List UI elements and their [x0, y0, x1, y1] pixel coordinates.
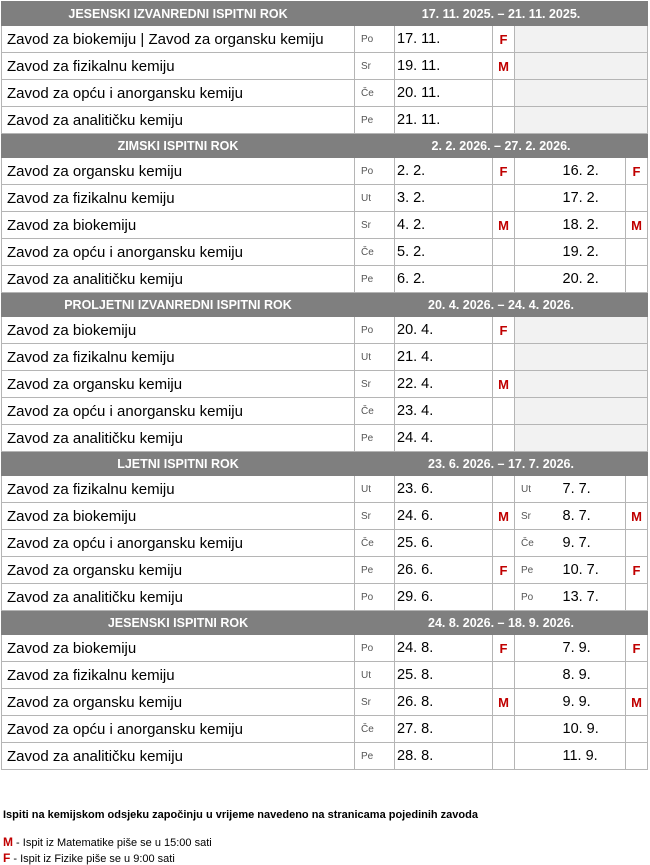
- period-date-range: 2. 2. 2026. – 27. 2. 2026.: [355, 134, 648, 158]
- weekday: Če: [355, 239, 395, 266]
- table-row: [2, 239, 648, 266]
- exam-flag-second-term: F: [626, 635, 648, 662]
- weekday-second-term: [515, 662, 545, 689]
- table-row: [2, 584, 648, 611]
- weekday: Sr: [355, 371, 395, 398]
- exam-flag-second-term: [626, 266, 648, 293]
- department-name: Zavod za fizikalnu kemiju: [2, 662, 355, 689]
- department-name: Zavod za opću i anorgansku kemiju: [2, 530, 355, 557]
- exam-flag: M: [493, 371, 515, 398]
- exam-flag-second-term: F: [626, 158, 648, 185]
- empty-cell: [515, 344, 648, 371]
- exam-flag: [493, 266, 515, 293]
- exam-date: 27. 8.: [395, 716, 493, 743]
- weekday: Po: [355, 158, 395, 185]
- weekday-second-term: [515, 212, 545, 239]
- exam-flag-second-term: M: [626, 503, 648, 530]
- department-name: Zavod za opću i anorgansku kemiju: [2, 80, 355, 107]
- exam-date: 21. 11.: [395, 107, 493, 134]
- table-row: [2, 689, 648, 716]
- exam-flag: F: [493, 26, 515, 53]
- empty-cell: [515, 26, 648, 53]
- empty-cell: [515, 371, 648, 398]
- period-title: JESENSKI ISPITNI ROK: [2, 611, 355, 635]
- exam-date: 24. 8.: [395, 635, 493, 662]
- period-title: PROLJETNI IZVANREDNI ISPITNI ROK: [2, 293, 355, 317]
- table-row: [2, 743, 648, 770]
- exam-date-second-term: 7. 7.: [545, 476, 626, 503]
- period-date-range: 23. 6. 2026. – 17. 7. 2026.: [355, 452, 648, 476]
- weekday-second-term: Ut: [515, 476, 545, 503]
- weekday: Pe: [355, 743, 395, 770]
- exam-date: 17. 11.: [395, 26, 493, 53]
- exam-flag-second-term: F: [626, 557, 648, 584]
- exam-date: 24. 4.: [395, 425, 493, 452]
- exam-date: 25. 6.: [395, 530, 493, 557]
- weekday-second-term: [515, 635, 545, 662]
- department-name: Zavod za analitičku kemiju: [2, 584, 355, 611]
- period-date-range: 20. 4. 2026. – 24. 4. 2026.: [355, 293, 648, 317]
- table-row: [2, 158, 648, 185]
- weekday: Pe: [355, 266, 395, 293]
- exam-flag: [493, 344, 515, 371]
- department-name: Zavod za fizikalnu kemiju: [2, 344, 355, 371]
- department-name: Zavod za biokemiju: [2, 503, 355, 530]
- exam-date: 22. 4.: [395, 371, 493, 398]
- exam-flag: [493, 476, 515, 503]
- period-header: [2, 2, 648, 26]
- empty-cell: [515, 107, 648, 134]
- department-name: Zavod za opću i anorgansku kemiju: [2, 398, 355, 425]
- schedule-grid: [1, 1, 648, 770]
- empty-cell: [515, 425, 648, 452]
- weekday: Pe: [355, 107, 395, 134]
- department-name: Zavod za organsku kemiju: [2, 689, 355, 716]
- weekday: Ut: [355, 185, 395, 212]
- table-row: [2, 344, 648, 371]
- exam-date: 23. 4.: [395, 398, 493, 425]
- exam-flag-second-term: [626, 476, 648, 503]
- exam-flag-second-term: [626, 716, 648, 743]
- empty-cell: [515, 80, 648, 107]
- exam-flag: [493, 584, 515, 611]
- weekday: Po: [355, 584, 395, 611]
- empty-cell: [515, 317, 648, 344]
- period-title: JESENSKI IZVANREDNI ISPITNI ROK: [2, 2, 355, 26]
- weekday-second-term: Če: [515, 530, 545, 557]
- weekday: Sr: [355, 53, 395, 80]
- empty-cell: [515, 398, 648, 425]
- exam-flag-second-term: M: [626, 689, 648, 716]
- table-row: [2, 635, 648, 662]
- exam-flag: [493, 398, 515, 425]
- department-name: Zavod za fizikalnu kemiju: [2, 476, 355, 503]
- exam-date: 20. 11.: [395, 80, 493, 107]
- weekday-second-term: [515, 743, 545, 770]
- period-header: [2, 611, 648, 635]
- department-name: Zavod za analitičku kemiju: [2, 743, 355, 770]
- table-row: [2, 317, 648, 344]
- exam-flag-second-term: [626, 239, 648, 266]
- footnote: Ispiti na kemijskom odsjeku započinju u vrijeme navedeno na stranicama pojedinih zavoda: [3, 809, 478, 821]
- exam-flag: [493, 716, 515, 743]
- weekday: Pe: [355, 557, 395, 584]
- table-row: [2, 266, 648, 293]
- table-row: [2, 425, 648, 452]
- weekday: Po: [355, 317, 395, 344]
- period-header: [2, 452, 648, 476]
- exam-date-second-term: 8. 7.: [545, 503, 626, 530]
- department-name: Zavod za biokemiju: [2, 317, 355, 344]
- weekday-second-term: [515, 239, 545, 266]
- department-name: Zavod za opću i anorgansku kemiju: [2, 716, 355, 743]
- weekday-second-term: [515, 266, 545, 293]
- exam-date: 20. 4.: [395, 317, 493, 344]
- exam-flag: [493, 425, 515, 452]
- department-name: Zavod za organsku kemiju: [2, 371, 355, 398]
- table-row: [2, 371, 648, 398]
- department-name: Zavod za opću i anorgansku kemiju: [2, 239, 355, 266]
- weekday: Sr: [355, 212, 395, 239]
- table-row: [2, 185, 648, 212]
- period-header: [2, 134, 648, 158]
- legend-text: - Ispit iz Fizike piše se u 9:00 sati: [10, 853, 175, 865]
- table-row: [2, 716, 648, 743]
- weekday: Ut: [355, 662, 395, 689]
- empty-cell: [515, 53, 648, 80]
- department-name: Zavod za analitičku kemiju: [2, 425, 355, 452]
- exam-flag: [493, 530, 515, 557]
- period-header: [2, 293, 648, 317]
- exam-date-second-term: 18. 2.: [545, 212, 626, 239]
- exam-date-second-term: 17. 2.: [545, 185, 626, 212]
- table-row: [2, 476, 648, 503]
- exam-flag-second-term: [626, 743, 648, 770]
- exam-flag: M: [493, 212, 515, 239]
- exam-date: 19. 11.: [395, 53, 493, 80]
- exam-date: 21. 4.: [395, 344, 493, 371]
- exam-date-second-term: 16. 2.: [545, 158, 626, 185]
- legend-item-physics: [3, 851, 175, 865]
- weekday: Pe: [355, 425, 395, 452]
- weekday-second-term: Po: [515, 584, 545, 611]
- table-row: [2, 26, 648, 53]
- exam-date-second-term: 20. 2.: [545, 266, 626, 293]
- exam-schedule-table: [1, 1, 648, 770]
- exam-flag: [493, 80, 515, 107]
- table-row: [2, 80, 648, 107]
- exam-date-second-term: 10. 7.: [545, 557, 626, 584]
- exam-flag: [493, 662, 515, 689]
- exam-date-second-term: 9. 7.: [545, 530, 626, 557]
- weekday: Če: [355, 398, 395, 425]
- exam-date: 29. 6.: [395, 584, 493, 611]
- department-name: Zavod za biokemiju: [2, 635, 355, 662]
- period-title: LJETNI ISPITNI ROK: [2, 452, 355, 476]
- exam-flag: M: [493, 503, 515, 530]
- exam-flag: F: [493, 158, 515, 185]
- exam-flag: M: [493, 53, 515, 80]
- exam-date: 23. 6.: [395, 476, 493, 503]
- exam-date: 3. 2.: [395, 185, 493, 212]
- exam-date-second-term: 10. 9.: [545, 716, 626, 743]
- weekday: Če: [355, 80, 395, 107]
- department-name: Zavod za analitičku kemiju: [2, 266, 355, 293]
- exam-flag: M: [493, 689, 515, 716]
- exam-date-second-term: 8. 9.: [545, 662, 626, 689]
- table-row: [2, 53, 648, 80]
- department-name: Zavod za organsku kemiju: [2, 158, 355, 185]
- exam-flag: [493, 239, 515, 266]
- table-row: [2, 530, 648, 557]
- weekday: Če: [355, 530, 395, 557]
- exam-flag: F: [493, 317, 515, 344]
- exam-flag: F: [493, 635, 515, 662]
- period-date-range: 17. 11. 2025. – 21. 11. 2025.: [355, 2, 648, 26]
- table-row: [2, 107, 648, 134]
- exam-flag-second-term: [626, 584, 648, 611]
- department-name: Zavod za organsku kemiju: [2, 557, 355, 584]
- table-row: [2, 557, 648, 584]
- exam-flag: [493, 185, 515, 212]
- department-name: Zavod za biokemiju: [2, 212, 355, 239]
- exam-date: 26. 8.: [395, 689, 493, 716]
- legend-text: - Ispit iz Matematike piše se u 15:00 sati: [13, 837, 212, 849]
- department-name: Zavod za fizikalnu kemiju: [2, 53, 355, 80]
- exam-date: 4. 2.: [395, 212, 493, 239]
- legend-key: F: [3, 851, 11, 865]
- weekday: Po: [355, 26, 395, 53]
- exam-date: 28. 8.: [395, 743, 493, 770]
- exam-flag: [493, 743, 515, 770]
- exam-flag-second-term: [626, 662, 648, 689]
- weekday-second-term: Pe: [515, 557, 545, 584]
- exam-date-second-term: 11. 9.: [545, 743, 626, 770]
- department-name: Zavod za biokemiju | Zavod za organsku kemiju: [2, 26, 355, 53]
- table-row: [2, 503, 648, 530]
- exam-date-second-term: 9. 9.: [545, 689, 626, 716]
- exam-flag: [493, 107, 515, 134]
- legend-key: M: [3, 835, 13, 849]
- period-title: ZIMSKI ISPITNI ROK: [2, 134, 355, 158]
- exam-flag-second-term: [626, 530, 648, 557]
- weekday: Če: [355, 716, 395, 743]
- weekday: Ut: [355, 476, 395, 503]
- department-name: Zavod za analitičku kemiju: [2, 107, 355, 134]
- weekday: Ut: [355, 344, 395, 371]
- exam-flag: F: [493, 557, 515, 584]
- exam-date: 5. 2.: [395, 239, 493, 266]
- exam-date-second-term: 7. 9.: [545, 635, 626, 662]
- weekday: Sr: [355, 689, 395, 716]
- legend-item-math: [3, 835, 212, 849]
- exam-date: 6. 2.: [395, 266, 493, 293]
- exam-date: 25. 8.: [395, 662, 493, 689]
- weekday-second-term: Sr: [515, 503, 545, 530]
- table-row: [2, 662, 648, 689]
- weekday-second-term: [515, 158, 545, 185]
- table-row: [2, 398, 648, 425]
- weekday-second-term: [515, 185, 545, 212]
- department-name: Zavod za fizikalnu kemiju: [2, 185, 355, 212]
- weekday: Sr: [355, 503, 395, 530]
- weekday: Po: [355, 635, 395, 662]
- exam-date-second-term: 13. 7.: [545, 584, 626, 611]
- exam-flag-second-term: [626, 185, 648, 212]
- period-date-range: 24. 8. 2026. – 18. 9. 2026.: [355, 611, 648, 635]
- exam-date: 2. 2.: [395, 158, 493, 185]
- table-row: [2, 212, 648, 239]
- exam-flag-second-term: M: [626, 212, 648, 239]
- weekday-second-term: [515, 689, 545, 716]
- weekday-second-term: [515, 716, 545, 743]
- exam-date: 26. 6.: [395, 557, 493, 584]
- exam-date: 24. 6.: [395, 503, 493, 530]
- exam-date-second-term: 19. 2.: [545, 239, 626, 266]
